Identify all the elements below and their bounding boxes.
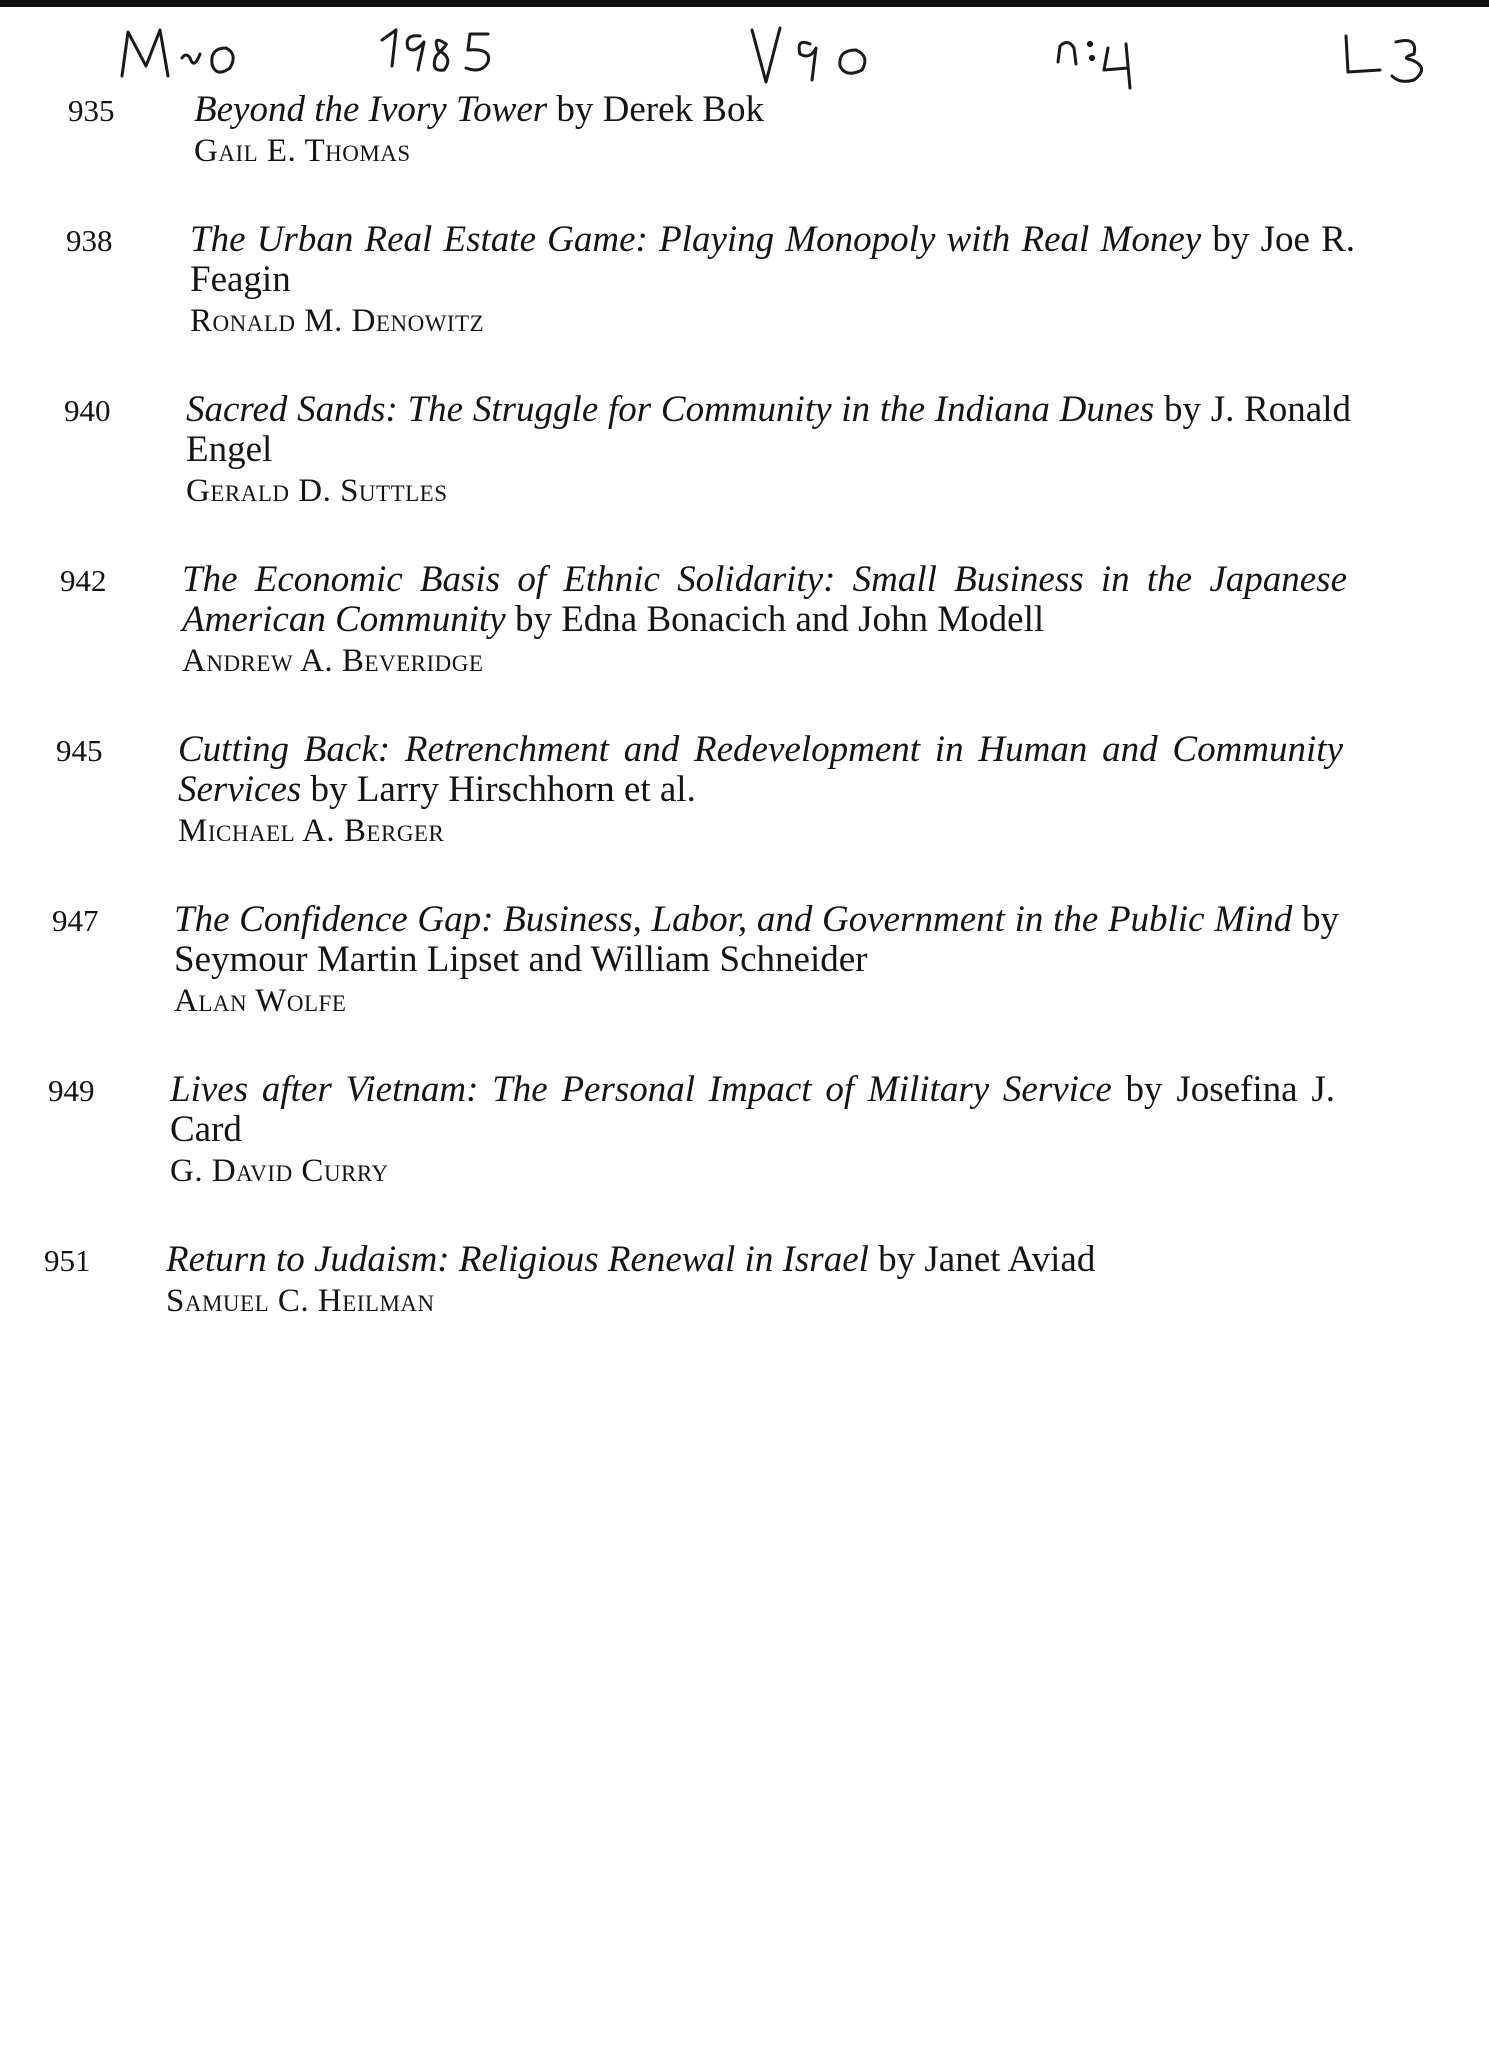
review-entry: [0, 90, 1489, 172]
review-entry: [0, 730, 1489, 852]
book-title: Cutting Back: Retrenchment and Redevelopment in Human and Community Services: [178, 729, 1343, 810]
book-citation: [182, 560, 1347, 640]
book-title: The Confidence Gap: Business, Labor, and Government in the Public Mind: [174, 899, 1293, 940]
reviewer-name: G. David Curry: [170, 1153, 389, 1189]
review-entry: [0, 560, 1489, 682]
reviewer-name: Gerald D. Suttles: [186, 473, 448, 509]
book-author: by Derek Bok: [547, 89, 764, 130]
reviewer-name: Ronald M. Denowitz: [190, 303, 485, 339]
book-citation: [194, 90, 1359, 130]
reviewer-name: Gail E. Thomas: [194, 133, 411, 169]
review-entry: [0, 1070, 1489, 1192]
page-number: 951: [44, 1243, 91, 1278]
book-title: Return to Judaism: Religious Renewal in Israel: [166, 1239, 869, 1280]
review-entry: [0, 390, 1489, 512]
page-number: 940: [64, 393, 111, 428]
page-number: 949: [48, 1073, 95, 1108]
book-title: Beyond the Ivory Tower: [194, 89, 548, 130]
page-number: 935: [68, 93, 115, 128]
scan-top-edge: [0, 0, 1489, 7]
review-entry: [0, 900, 1489, 1022]
page-number: 945: [56, 733, 103, 768]
reviewer-name: Alan Wolfe: [174, 983, 347, 1019]
reviewer-name: Samuel C. Heilman: [166, 1283, 435, 1319]
review-list: [0, 90, 1489, 1370]
book-citation: [190, 220, 1355, 300]
review-entry: [0, 220, 1489, 342]
book-author: by Seymour Martin Lipset and William Schneider: [174, 899, 1339, 980]
book-citation: [178, 730, 1343, 810]
book-author: by Edna Bonacich and John Modell: [505, 599, 1045, 640]
book-title: Sacred Sands: The Struggle for Community in the Indiana Dunes: [186, 389, 1155, 430]
handwritten-annotation: [0, 14, 1489, 94]
reviewer-name: Andrew A. Beveridge: [182, 643, 484, 679]
book-author: by J. Ronald Engel: [186, 389, 1351, 470]
book-citation: [174, 900, 1339, 980]
book-citation: [166, 1240, 1331, 1280]
page-number: 938: [66, 223, 113, 258]
book-author: by Joe R. Feagin: [190, 219, 1356, 300]
book-title: The Urban Real Estate Game: Playing Monopoly with Real Money: [190, 219, 1202, 260]
book-citation: [186, 390, 1351, 470]
reviewer-name: Michael A. Berger: [178, 813, 445, 849]
review-entry: [0, 1240, 1489, 1322]
book-title: The Economic Basis of Ethnic Solidarity: Small Business in the Japanese American Community: [182, 559, 1347, 640]
book-citation: [170, 1070, 1335, 1150]
page-number: 947: [52, 903, 99, 938]
book-author: by Janet Aviad: [868, 1239, 1096, 1280]
book-author: by Larry Hirschhorn et al.: [301, 769, 696, 810]
page-number: 942: [60, 563, 107, 598]
book-title: Lives after Vietnam: The Personal Impact of Military Service: [170, 1069, 1112, 1110]
book-author: by Josefina J. Card: [170, 1069, 1335, 1150]
